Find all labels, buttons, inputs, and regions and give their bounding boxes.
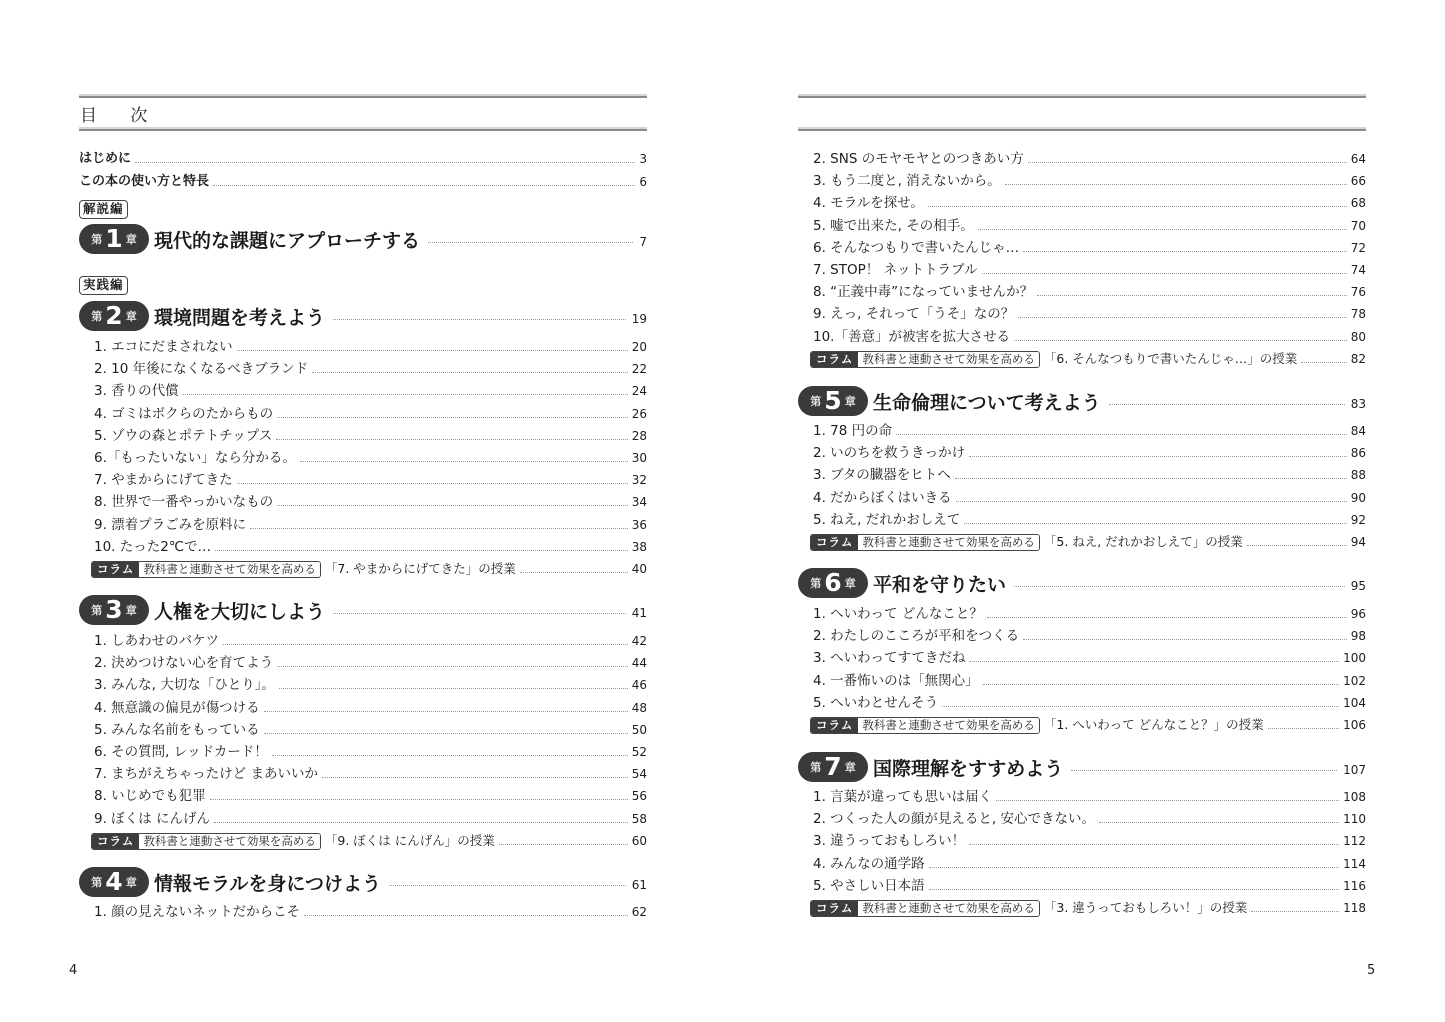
chapter-title: 平和を守りたい	[873, 573, 1007, 596]
column-tag	[91, 833, 321, 850]
chapter-title: 情報モラルを身につけよう	[154, 872, 382, 895]
toc-entry[interactable]	[798, 170, 1366, 190]
dot-leader	[223, 644, 628, 645]
entry-label: 1. 78 円の命	[813, 423, 893, 439]
entry-label: 2. いのちを救うきっかけ	[813, 445, 966, 462]
chapter-3-heading[interactable]	[79, 593, 647, 627]
badge-sho: 章	[844, 395, 856, 408]
dot-leader	[210, 799, 628, 800]
toc-column-entry[interactable]	[798, 714, 1366, 734]
header-rule-top	[798, 94, 1366, 98]
entry-label: 7. STOP！ ネットトラブル	[813, 262, 978, 278]
entry-label: 「9. ぼくは にんげん」の授業	[324, 832, 495, 848]
toc-entry[interactable]	[79, 403, 647, 423]
dot-leader	[978, 229, 1347, 230]
dot-leader	[276, 439, 627, 440]
dot-leader	[300, 461, 628, 462]
toc-entry[interactable]	[798, 303, 1366, 323]
dot-leader	[333, 319, 626, 320]
entry-page: 36	[631, 517, 647, 532]
column-tag	[810, 351, 1040, 368]
badge-number: 6	[824, 568, 842, 597]
entry-label: 7. やまからにげてきた	[94, 472, 233, 489]
header-rule-bottom	[798, 127, 1366, 131]
entry-page: 78	[1350, 307, 1366, 322]
toc-entry[interactable]	[798, 853, 1366, 873]
chapter-page: 41	[631, 606, 647, 620]
dot-leader	[277, 505, 628, 506]
entry-page: 110	[1343, 812, 1366, 827]
entry-page: 104	[1343, 695, 1366, 710]
entry-label: 9. 漂着プラごみを原料に	[94, 516, 247, 533]
entry-label: この本の使い方と特長	[79, 174, 210, 189]
entry-page: 98	[1350, 629, 1366, 644]
column-tag-text: 教科書と連動させて効果を高める	[858, 901, 1039, 916]
dot-leader	[928, 206, 1347, 207]
entry-label: 「7. やまからにげてきた」の授業	[324, 561, 516, 576]
page-number-right: 5	[1367, 963, 1376, 978]
dot-leader	[135, 162, 635, 163]
entry-page: 118	[1343, 901, 1366, 915]
entry-label: 「3. 違うっておもしろい！」の授業	[1043, 900, 1248, 915]
toc-entry[interactable]	[79, 630, 647, 650]
entry-label: 1. しあわせのバケツ	[94, 633, 220, 649]
dot-leader	[1014, 340, 1347, 341]
entry-page: 3	[639, 152, 647, 166]
entry-label: 5. ゾウの森とポテトチップス	[94, 427, 273, 444]
toc-entry-intro[interactable]	[79, 148, 647, 168]
entry-page: 82	[1350, 351, 1366, 366]
entry-label: 4. だからぼくはいきる	[813, 489, 952, 506]
page-number-left: 4	[69, 963, 78, 978]
badge-sho: 章	[125, 233, 137, 246]
dot-leader	[1014, 586, 1345, 587]
column-tag-key: コラム	[92, 562, 139, 577]
entry-label: 4. モラルを探せ。	[813, 195, 924, 212]
dot-leader	[272, 755, 628, 756]
chapter-badge	[79, 595, 149, 625]
dot-leader	[969, 844, 1339, 845]
badge-number: 7	[824, 752, 842, 781]
entry-label: 6.「もったいない」なら分かる。	[94, 450, 296, 466]
entry-page: 62	[631, 905, 647, 919]
entry-page: 26	[631, 406, 647, 421]
toc-entry[interactable]	[798, 875, 1366, 895]
column-tag-text: 教科書と連動させて効果を高める	[858, 718, 1039, 733]
entry-page: 72	[1350, 240, 1366, 255]
entry-page: 70	[1350, 218, 1366, 233]
dot-leader	[1018, 317, 1346, 318]
dot-leader	[1099, 822, 1339, 823]
entry-page: 80	[1350, 329, 1366, 344]
chapter-7-heading[interactable]	[798, 750, 1366, 784]
dot-leader	[1071, 770, 1337, 771]
badge-sho: 章	[844, 577, 856, 590]
toc-entry[interactable]	[798, 786, 1366, 806]
toc-entry[interactable]	[79, 491, 647, 511]
entry-label: 9. ぼくは にんげん	[94, 810, 210, 827]
dot-leader	[215, 550, 628, 551]
entry-page: 106	[1343, 718, 1366, 732]
entry-page: 84	[1350, 424, 1366, 438]
entry-label: 「5. ねえ, だれかおしえて」の授業	[1043, 534, 1243, 549]
entry-page: 66	[1350, 174, 1366, 189]
chapter-page: 83	[1350, 397, 1366, 411]
entry-label: 10. たった2℃で…	[94, 538, 212, 555]
entry-label: 10.「善意」が被害を拡大させる	[813, 328, 1010, 345]
chapter-badge	[798, 568, 868, 598]
column-tag-text: 教科書と連動させて効果を高める	[139, 834, 320, 849]
entry-label: 2. わたしのこころが平和をつくる	[813, 628, 1020, 645]
dot-leader	[499, 844, 628, 845]
toc-entry[interactable]	[798, 487, 1366, 507]
entry-page: 28	[631, 428, 647, 443]
toc-entry[interactable]	[798, 442, 1366, 462]
entry-label: 3. 香りの代償	[94, 383, 179, 400]
dot-leader	[237, 483, 628, 484]
chapter-badge	[798, 386, 868, 416]
dot-leader	[1247, 545, 1347, 546]
entry-page: 52	[631, 745, 647, 759]
badge-number: 3	[105, 595, 123, 624]
chapter-4-heading[interactable]	[79, 865, 647, 899]
dot-leader	[969, 661, 1339, 662]
toc-entry[interactable]	[798, 625, 1366, 645]
toc-entry[interactable]	[79, 358, 647, 378]
entry-label: 2. 10 年後になくなるべきブランド	[94, 361, 309, 378]
entry-label: 9. えっ, それって「うそ」なの？	[813, 306, 1015, 323]
dot-leader	[956, 501, 1347, 502]
column-tag-key: コラム	[811, 352, 858, 367]
column-tag-key: コラム	[811, 718, 858, 733]
badge-sho: 章	[125, 604, 137, 617]
toc-entry[interactable]	[79, 808, 647, 828]
entry-label: 「6. そんなつもりで書いたんじゃ…」の授業	[1043, 350, 1298, 366]
entry-page: 44	[631, 656, 647, 671]
entry-page: 46	[631, 678, 647, 693]
chapter-5-heading[interactable]	[798, 384, 1366, 418]
toc-entry[interactable]	[798, 237, 1366, 257]
toc-entry[interactable]	[798, 692, 1366, 712]
dot-leader	[1028, 162, 1347, 163]
entry-page: 54	[631, 767, 647, 782]
toc-entry[interactable]	[79, 719, 647, 739]
entry-page: 90	[1350, 490, 1366, 505]
toc-entry[interactable]	[79, 901, 647, 921]
toc-title: 目 次	[80, 106, 162, 126]
toc-entry[interactable]	[798, 464, 1366, 484]
column-tag-key: コラム	[811, 535, 858, 550]
column-tag-key: コラム	[811, 901, 858, 916]
badge-dai: 第	[91, 604, 103, 617]
entry-label: 3. みんな, 大切な「ひとり」。	[94, 677, 276, 694]
column-tag	[91, 561, 321, 578]
entry-label: 2. つくった人の顔が見えると, 安心できない。	[813, 811, 1095, 828]
dot-leader	[183, 394, 628, 395]
toc-entry[interactable]	[79, 469, 647, 489]
toc-entry[interactable]	[798, 326, 1366, 346]
chapter-title: 現代的な課題にアプローチする	[154, 229, 421, 252]
toc-entry[interactable]	[79, 336, 647, 356]
toc-entry[interactable]	[798, 830, 1366, 850]
toc-column-entry[interactable]	[79, 830, 647, 850]
toc-entry[interactable]	[798, 808, 1366, 828]
dot-leader	[896, 434, 1347, 435]
entry-page: 30	[631, 451, 647, 465]
dot-leader	[942, 706, 1339, 707]
dot-leader	[983, 684, 1339, 685]
entry-label: 8. 世界で一番やっかいなもの	[94, 494, 274, 511]
dot-leader	[987, 617, 1347, 618]
entry-label: 「1. へいわって どんなこと？」の授業	[1043, 717, 1264, 732]
dot-leader	[520, 572, 628, 573]
entry-page: 32	[631, 473, 647, 488]
badge-dai: 第	[810, 761, 822, 774]
badge-sho: 章	[125, 310, 137, 323]
toc-entry[interactable]	[798, 420, 1366, 440]
toc-entry[interactable]	[79, 785, 647, 805]
toc-entry[interactable]	[79, 697, 647, 717]
entry-page: 24	[631, 384, 647, 399]
dot-leader	[277, 666, 628, 667]
badge-number: 4	[105, 867, 123, 896]
toc-entry[interactable]	[798, 603, 1366, 623]
toc-entry[interactable]	[798, 259, 1366, 279]
chapter-page: 95	[1350, 579, 1366, 593]
entry-label: 4. ゴミはボクらのたからもの	[94, 405, 274, 422]
dot-leader	[969, 456, 1347, 457]
entry-page: 108	[1343, 790, 1366, 804]
entry-label: 8. “正義中毒”になっていませんか？	[813, 284, 1034, 301]
entry-label: 1. 顔の見えないネットだからこそ	[94, 904, 301, 920]
entry-page: 100	[1343, 651, 1366, 666]
toc-entry-howto[interactable]	[79, 171, 647, 191]
toc-entry[interactable]	[798, 647, 1366, 667]
chapter-title: 人権を大切にしよう	[154, 600, 326, 623]
entry-label: 2. SNS のモヤモヤとのつきあい方	[813, 151, 1024, 167]
chapter-title: 国際理解をすすめよう	[873, 757, 1064, 780]
entry-page: 96	[1350, 607, 1366, 621]
toc-entry[interactable]	[79, 674, 647, 694]
entry-page: 116	[1343, 878, 1366, 893]
dot-leader	[1037, 295, 1347, 296]
badge-sho: 章	[125, 876, 137, 889]
dot-leader	[250, 528, 628, 529]
entry-page: 20	[631, 340, 647, 354]
toc-entry[interactable]	[79, 514, 647, 534]
column-tag	[810, 534, 1040, 551]
entry-label: 3. へいわってすてきだね	[813, 650, 966, 667]
entry-page: 38	[631, 539, 647, 554]
toc-column-entry[interactable]	[798, 531, 1366, 551]
badge-dai: 第	[810, 395, 822, 408]
chapter-page: 61	[631, 878, 647, 892]
entry-label: 5. みんな名前をもっている	[94, 721, 260, 738]
dot-leader	[1005, 184, 1347, 185]
dot-leader	[929, 889, 1339, 890]
toc-entry[interactable]	[79, 763, 647, 783]
chapter-page: 7	[639, 235, 647, 249]
toc-column-entry[interactable]	[798, 897, 1366, 917]
entry-label: 3. もう二度と, 消えないから。	[813, 173, 1001, 190]
toc-entry[interactable]	[798, 281, 1366, 301]
dot-leader	[279, 688, 628, 689]
column-tag-text: 教科書と連動させて効果を高める	[858, 352, 1039, 367]
badge-dai: 第	[810, 577, 822, 590]
entry-page: 92	[1350, 512, 1366, 527]
badge-number: 1	[105, 224, 123, 253]
entry-page: 50	[631, 722, 647, 737]
entry-page: 64	[1350, 152, 1366, 166]
entry-page: 56	[631, 789, 647, 804]
column-tag	[810, 900, 1040, 917]
toc-entry[interactable]	[798, 148, 1366, 168]
toc-entry[interactable]	[79, 447, 647, 467]
toc-entry[interactable]	[79, 536, 647, 556]
dot-leader	[264, 711, 628, 712]
entry-label: はじめに	[79, 151, 132, 166]
toc-column-entry[interactable]	[79, 558, 647, 578]
chapter-title: 生命倫理について考えよう	[873, 391, 1101, 414]
dot-leader	[428, 242, 633, 243]
toc-entry[interactable]	[79, 380, 647, 400]
header-rule-bottom	[79, 127, 647, 131]
entry-page: 68	[1350, 196, 1366, 211]
entry-label: 8. いじめでも犯罪	[94, 788, 206, 805]
dot-leader	[1251, 911, 1339, 912]
dot-leader	[264, 733, 628, 734]
dot-leader	[996, 800, 1339, 801]
entry-label: 1. へいわって どんなこと？	[813, 606, 983, 622]
entry-label: 7. まちがえちゃったけど まあいいか	[94, 766, 318, 783]
column-tag-text: 教科書と連動させて効果を高める	[139, 562, 320, 577]
entry-label: 4. 無意識の偏見が傷つける	[94, 699, 260, 716]
toc-entry[interactable]	[79, 741, 647, 761]
toc-entry[interactable]	[798, 215, 1366, 235]
entry-page: 34	[631, 495, 647, 510]
toc-column-entry[interactable]	[798, 348, 1366, 368]
dot-leader	[322, 777, 628, 778]
entry-label: 1. 言葉が違っても思いは届く	[813, 789, 993, 805]
part-tag-explanation: 解説編	[79, 200, 128, 219]
dot-leader	[213, 185, 635, 186]
badge-dai: 第	[91, 310, 103, 323]
entry-label: 4. みんなの通学路	[813, 855, 925, 872]
dot-leader	[277, 417, 628, 418]
column-tag-text: 教科書と連動させて効果を高める	[858, 535, 1039, 550]
dot-leader	[304, 915, 628, 916]
dot-leader	[1268, 728, 1339, 729]
entry-label: 2. 決めつけない心を育てよう	[94, 655, 274, 672]
toc-entry[interactable]	[79, 652, 647, 672]
dot-leader	[1301, 362, 1346, 363]
dot-leader	[237, 350, 628, 351]
chapter-page: 107	[1343, 763, 1366, 777]
toc-entry[interactable]	[79, 425, 647, 445]
dot-leader	[929, 867, 1339, 868]
entry-page: 114	[1343, 856, 1366, 871]
chapter-6-heading[interactable]	[798, 566, 1366, 600]
chapter-badge	[79, 867, 149, 897]
dot-leader	[964, 523, 1346, 524]
chapter-badge	[79, 301, 149, 331]
dot-leader	[389, 885, 626, 886]
dot-leader	[312, 372, 628, 373]
entry-label: 1. エコにだまされない	[94, 339, 233, 355]
entry-page: 102	[1343, 673, 1366, 688]
toc-entry[interactable]	[798, 509, 1366, 529]
entry-page: 60	[631, 833, 647, 848]
part-tag-practice: 実践編	[79, 276, 128, 295]
entry-page: 6	[639, 175, 647, 189]
entry-page: 74	[1350, 263, 1366, 277]
dot-leader	[1023, 639, 1347, 640]
column-tag	[810, 717, 1040, 734]
entry-page: 94	[1350, 535, 1366, 549]
toc-entry[interactable]	[798, 670, 1366, 690]
entry-page: 86	[1350, 446, 1366, 461]
entry-page: 76	[1350, 285, 1366, 300]
entry-page: 42	[631, 634, 647, 648]
entry-label: 3. 違うっておもしろい！	[813, 833, 966, 850]
chapter-title: 環境問題を考えよう	[154, 306, 326, 329]
entry-label: 5. 嘘で出来た, その相手。	[813, 217, 974, 234]
badge-dai: 第	[91, 233, 103, 246]
entry-label: 6. そんなつもりで書いたんじゃ…	[813, 239, 1020, 256]
dot-leader	[1109, 404, 1345, 405]
chapter-badge	[798, 752, 868, 782]
badge-number: 5	[824, 386, 842, 415]
chapter-1-heading[interactable]	[79, 222, 647, 256]
toc-entry[interactable]	[798, 192, 1366, 212]
dot-leader	[214, 822, 628, 823]
entry-page: 48	[631, 700, 647, 715]
badge-dai: 第	[91, 876, 103, 889]
entry-label: 6. その質問, レッドカード！	[94, 744, 268, 760]
dot-leader	[955, 478, 1347, 479]
badge-sho: 章	[844, 761, 856, 774]
entry-page: 22	[631, 362, 647, 377]
dot-leader	[982, 273, 1347, 274]
entry-page: 40	[631, 562, 647, 576]
entry-label: 5. ねえ, だれかおしえて	[813, 511, 961, 528]
column-tag-key: コラム	[92, 834, 139, 849]
chapter-page: 19	[631, 312, 647, 326]
chapter-badge	[79, 224, 149, 254]
dot-leader	[333, 613, 626, 614]
chapter-2-heading[interactable]	[79, 299, 647, 333]
entry-label: 5. やさしい日本語	[813, 877, 925, 894]
badge-number: 2	[105, 301, 123, 330]
entry-label: 4. 一番怖いのは「無関心」	[813, 672, 979, 689]
entry-page: 88	[1350, 468, 1366, 483]
header-rule-top	[79, 94, 647, 98]
entry-page: 58	[631, 811, 647, 826]
entry-label: 3. ブタの臓器をヒトへ	[813, 467, 951, 484]
dot-leader	[1023, 251, 1347, 252]
entry-label: 5. へいわとせんそう	[813, 694, 939, 711]
entry-page: 112	[1343, 834, 1366, 849]
